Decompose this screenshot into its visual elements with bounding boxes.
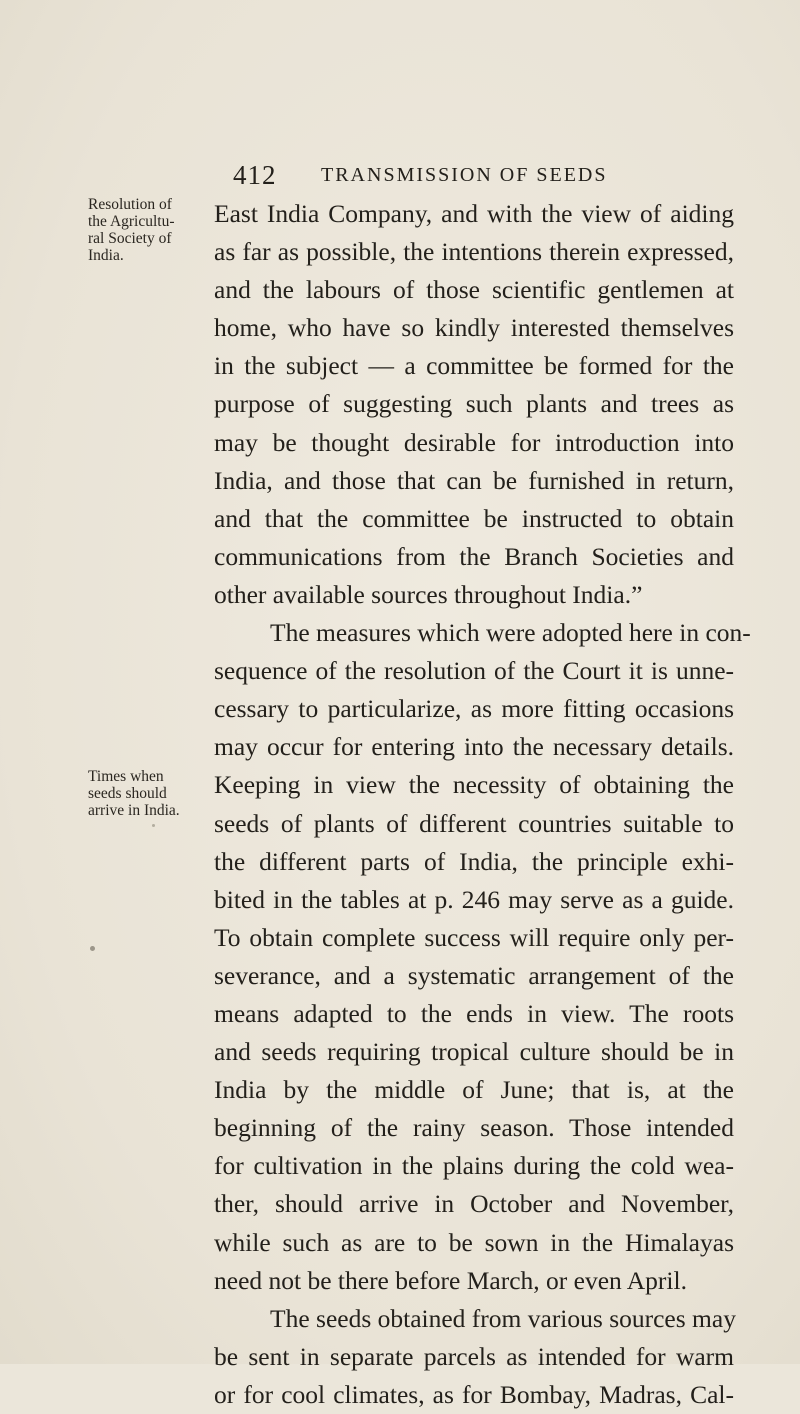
text-line: and the labours of those scientific gentlemen at bbox=[214, 275, 734, 305]
text-line: India by the middle of June; that is, at the bbox=[214, 1075, 734, 1105]
sidenote-line: arrive in India. bbox=[88, 802, 180, 819]
text-line: India, and those that can be furnished in return, bbox=[214, 465, 734, 495]
text-line: may occur for entering into the necessary details. bbox=[214, 732, 734, 762]
text-line: seeds of plants of different countries suitable to bbox=[214, 808, 734, 838]
paper-speck bbox=[152, 824, 155, 827]
page-number: 412 bbox=[233, 160, 277, 190]
text-line: The measures which were adopted here in con- bbox=[270, 618, 751, 648]
text-line: need not be there before March, or even April. bbox=[214, 1265, 687, 1295]
text-line: beginning of the rainy season. Those intended bbox=[214, 1113, 734, 1143]
text-line: and that the committee be instructed to obtain bbox=[214, 503, 734, 533]
text-line: East India Company, and with the view of aiding bbox=[214, 199, 734, 228]
text-line: other available sources throughout India.” bbox=[214, 579, 643, 609]
paper-speck bbox=[90, 946, 95, 951]
text-line: means adapted to the ends in view. The roots bbox=[214, 998, 734, 1028]
sidenote-line: seeds should bbox=[88, 785, 167, 802]
text-line: while such as are to be sown in the Himalayas bbox=[214, 1227, 734, 1257]
running-head: TRANSMISSION OF SEEDS bbox=[321, 164, 608, 186]
text-line: in the subject — a committee be formed for the bbox=[214, 351, 734, 381]
text-line: ther, should arrive in October and November, bbox=[214, 1189, 734, 1219]
sidenote-times-when-seeds bbox=[88, 768, 206, 819]
text-line: communications from the Branch Societies and bbox=[214, 541, 734, 571]
text-line: or for cool climates, as for Bombay, Madras, Cal- bbox=[214, 1379, 734, 1409]
sidenote-line: India. bbox=[88, 247, 124, 264]
body-text bbox=[214, 195, 751, 1414]
text-line: To obtain complete success will require only per- bbox=[214, 922, 734, 952]
text-line: home, who have so kindly interested themselves bbox=[214, 313, 734, 343]
page-header bbox=[233, 160, 753, 190]
text-line: may be thought desirable for introduction into bbox=[214, 427, 734, 457]
text-line: and seeds requiring tropical culture should be in bbox=[214, 1037, 734, 1067]
sidenote-line: Resolution of bbox=[88, 196, 172, 213]
text-line: severance, and a systematic arrangement of the bbox=[214, 960, 734, 990]
sidenote-line: ral Society of bbox=[88, 230, 172, 247]
text-line: the different parts of India, the principle exhi- bbox=[214, 846, 734, 876]
text-line: bited in the tables at p. 246 may serve as a guide. bbox=[214, 884, 734, 914]
text-line: sequence of the resolution of the Court it is unne- bbox=[214, 656, 734, 686]
text-line: The seeds obtained from various sources may bbox=[270, 1303, 736, 1333]
text-line: Keeping in view the necessity of obtaining the bbox=[214, 770, 734, 800]
text-line: for cultivation in the plains during the cold wea- bbox=[214, 1151, 734, 1181]
text-line: as far as possible, the intentions therein expressed, bbox=[214, 237, 734, 267]
text-line: cessary to particularize, as more fitting occasions bbox=[214, 694, 734, 724]
sidenote-line: Times when bbox=[88, 768, 164, 785]
text-line: purpose of suggesting such plants and trees as bbox=[214, 389, 734, 419]
sidenote-resolution bbox=[88, 196, 206, 264]
text-line: be sent in separate parcels as intended for warm bbox=[214, 1341, 734, 1371]
sidenote-line: the Agricultu- bbox=[88, 213, 175, 230]
